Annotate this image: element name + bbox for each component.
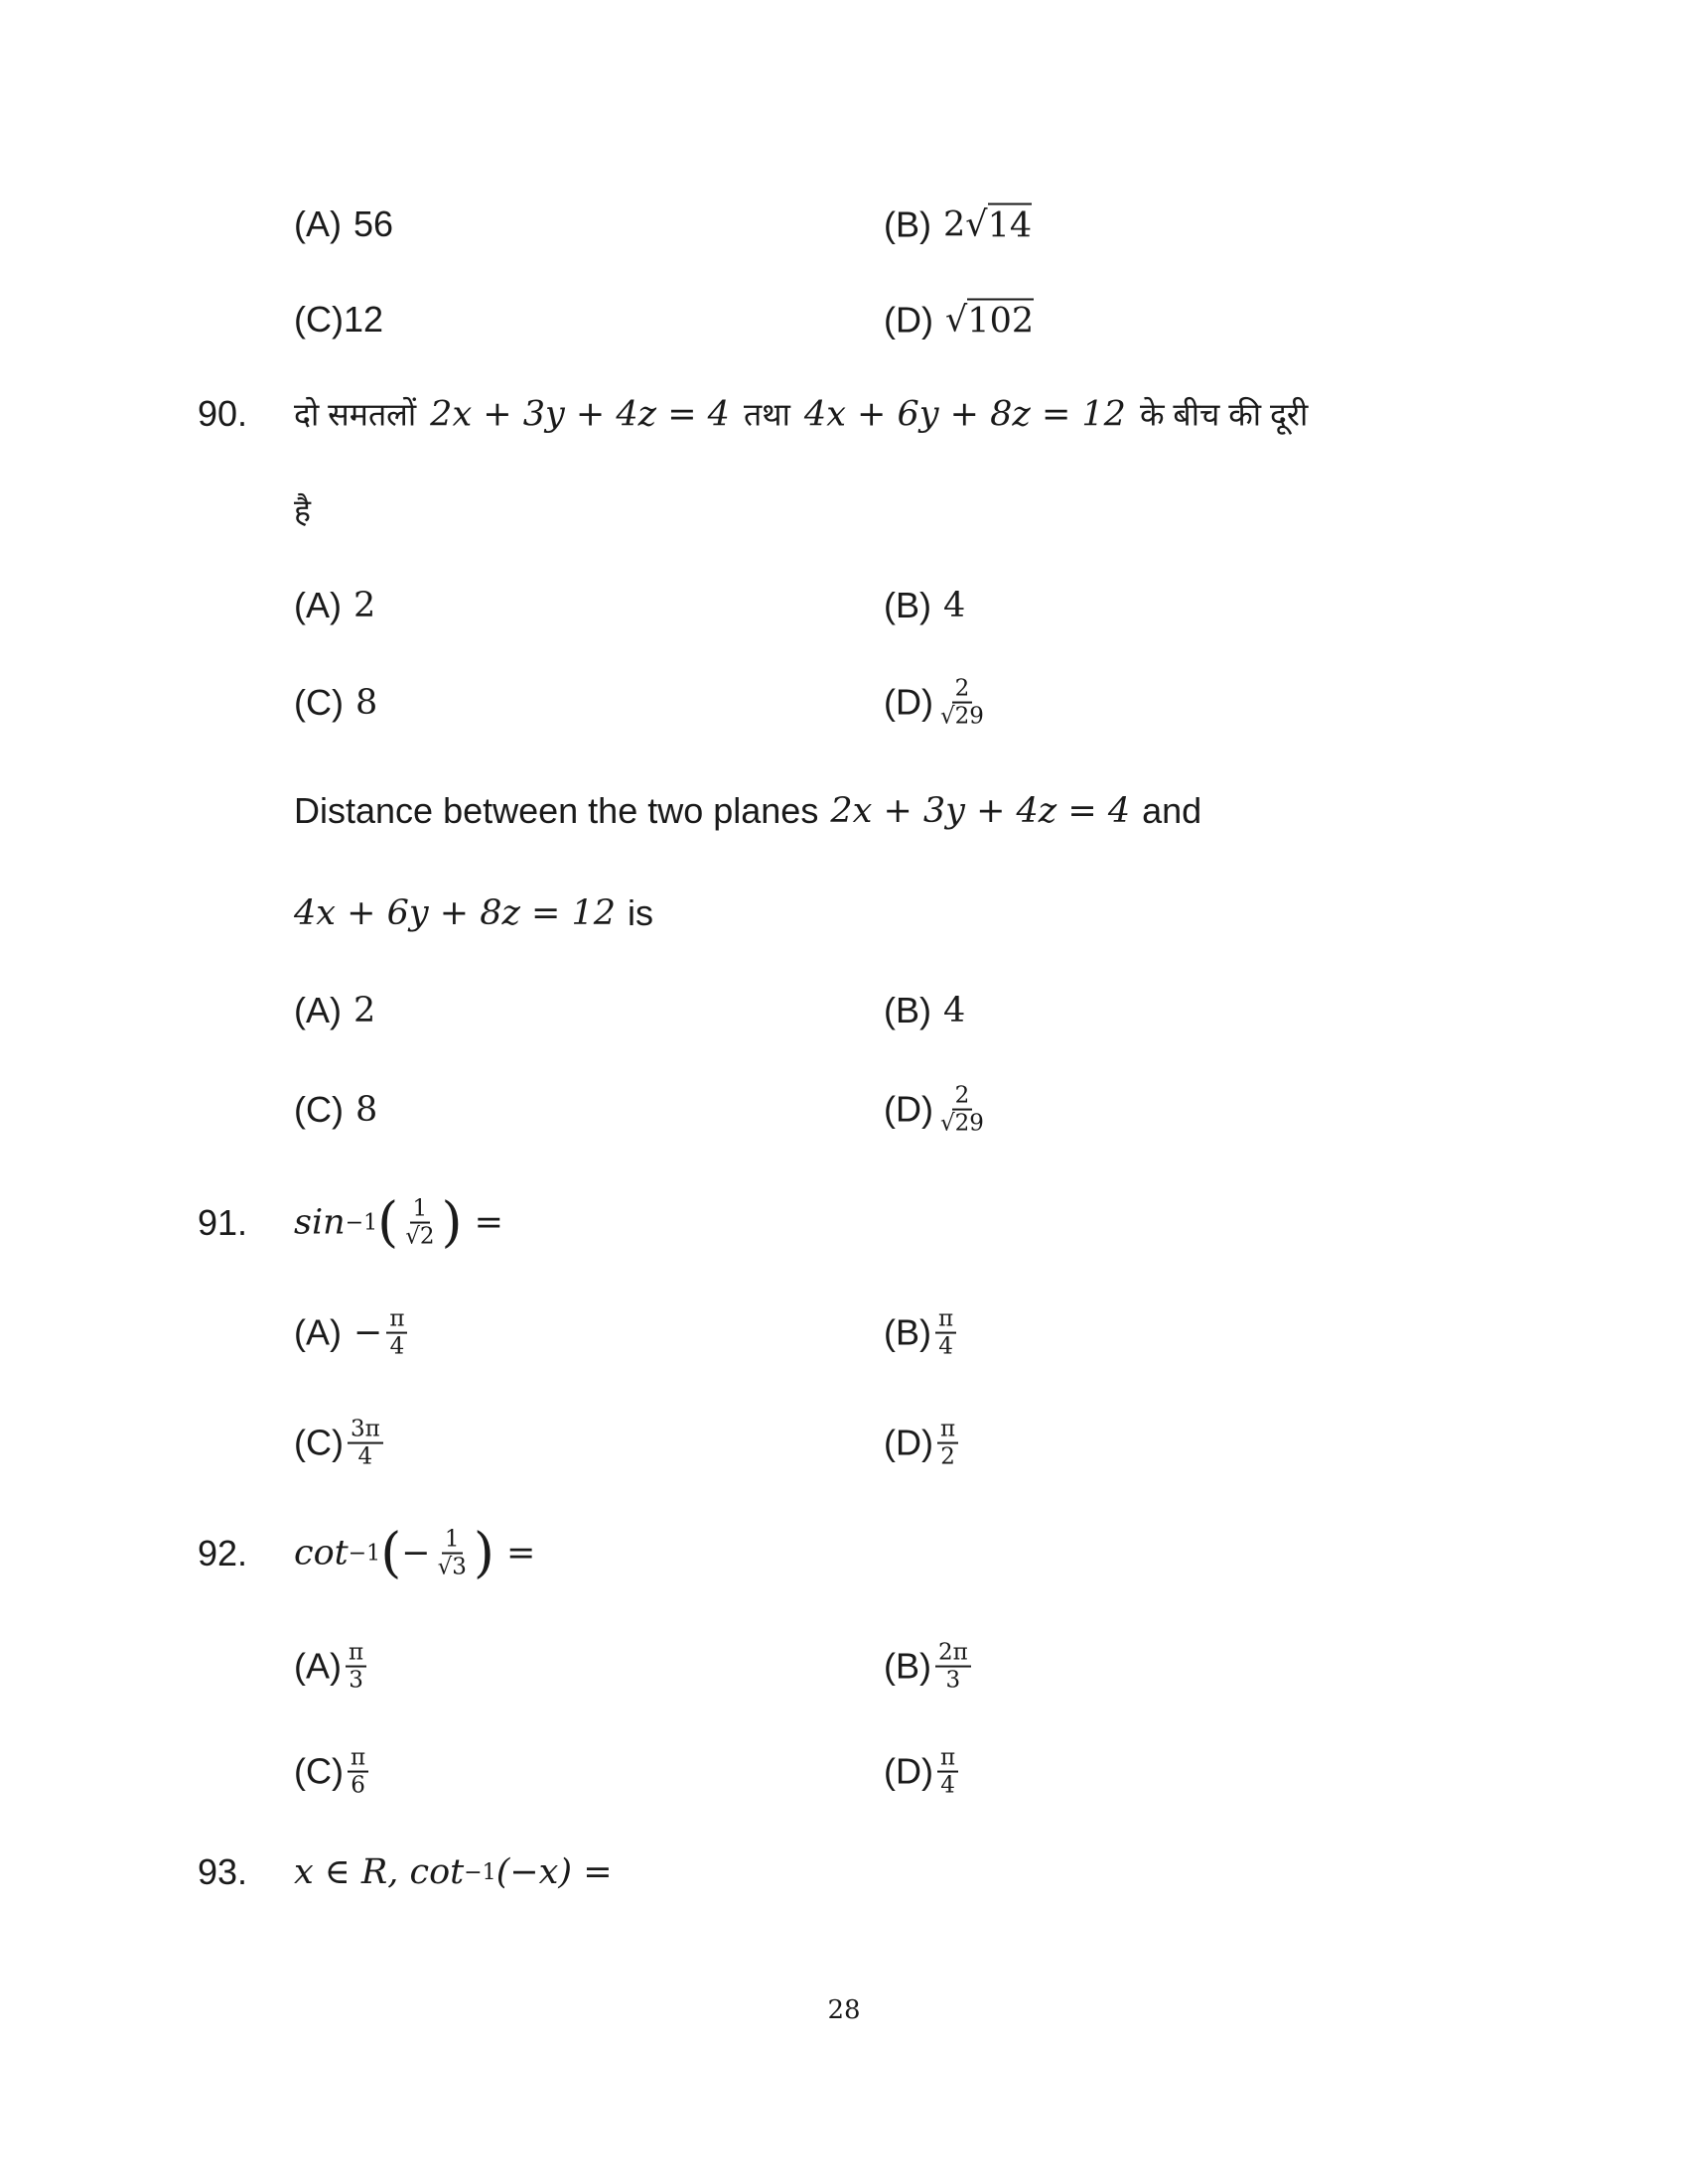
q91-option-c	[294, 1417, 387, 1471]
denominator: √29	[939, 704, 984, 730]
denominator: 6	[351, 1773, 365, 1799]
q90-english-line2	[294, 892, 653, 934]
q91-option-a	[294, 1306, 411, 1361]
numerator: π	[348, 1745, 368, 1773]
text: and	[1142, 790, 1202, 831]
q89-option-d	[884, 299, 1034, 341]
fraction	[348, 1745, 368, 1800]
numerator: π	[937, 1745, 958, 1773]
denominator: 2	[940, 1444, 955, 1470]
expression-start: x ∈ R, cot	[294, 1852, 465, 1892]
paren: )	[441, 1191, 463, 1254]
option-value: √	[944, 300, 968, 340]
q92-number: 92.	[198, 1533, 248, 1573]
q90-en-option-b	[884, 990, 965, 1031]
option-label: (A)	[294, 1646, 342, 1687]
option-value: 2√	[943, 205, 988, 244]
sign: −	[401, 1534, 431, 1573]
paren: (	[380, 1522, 402, 1584]
expression-end: (−x) =	[495, 1852, 613, 1892]
fraction	[348, 1417, 383, 1471]
q90-option-d	[884, 676, 991, 731]
option-label: (C)	[294, 299, 344, 340]
equation: 4x + 6y + 8z = 12	[294, 893, 617, 933]
q91-expression	[294, 1191, 503, 1254]
option-label: (D)	[884, 1089, 933, 1130]
denominator: 4	[938, 1334, 953, 1360]
denominator: 3	[945, 1668, 961, 1694]
option-label: (D)	[884, 299, 933, 340]
option-value: 12	[343, 299, 384, 340]
equation: 4x + 6y + 8z = 12	[803, 394, 1126, 434]
option-label: (B)	[884, 1312, 931, 1353]
equation: 2x + 3y + 4z = 4	[430, 394, 730, 434]
q92-option-c	[294, 1745, 372, 1800]
option-label: (D)	[884, 682, 933, 723]
denominator: 3	[349, 1668, 363, 1694]
option-value: 2	[353, 586, 376, 625]
numerator: 2π	[935, 1640, 971, 1668]
numerator: 1	[442, 1527, 463, 1555]
equals: =	[474, 1203, 503, 1243]
option-label: (D)	[884, 1751, 933, 1792]
function: sin	[294, 1203, 346, 1243]
option-label: (B)	[884, 204, 931, 244]
numerator: 3π	[348, 1417, 383, 1444]
q91-number: 91.	[198, 1202, 248, 1243]
denominator: √2	[405, 1224, 435, 1250]
fraction	[402, 1196, 437, 1251]
function: cot	[294, 1534, 349, 1573]
hindi-text: तथा	[743, 396, 790, 433]
option-label: (D)	[884, 1423, 933, 1463]
fraction	[937, 1417, 958, 1471]
option-value: 4	[943, 991, 966, 1030]
q93-number: 93.	[198, 1851, 248, 1892]
q90-option-c	[294, 682, 377, 724]
q91-option-d	[884, 1417, 962, 1471]
numerator: 1	[410, 1196, 431, 1224]
numerator: π	[937, 1417, 958, 1444]
q90-en-option-c	[294, 1089, 377, 1131]
numerator: π	[346, 1640, 366, 1668]
fraction	[937, 1745, 958, 1800]
q89-option-c	[294, 299, 383, 341]
option-label: (A)	[294, 585, 342, 625]
option-label: (B)	[884, 1646, 931, 1687]
superscript: −1	[464, 1859, 496, 1885]
radicand: 14	[988, 204, 1033, 246]
denominator: 4	[389, 1334, 405, 1360]
numerator: π	[935, 1306, 956, 1334]
superscript: −1	[348, 1541, 381, 1567]
fraction	[386, 1306, 407, 1361]
numerator: 2	[952, 676, 973, 704]
q90-option-a	[294, 585, 375, 626]
numerator: 2	[952, 1083, 973, 1111]
denominator: 4	[357, 1444, 373, 1470]
q89-option-a	[294, 204, 393, 245]
option-label: (A)	[294, 204, 342, 244]
numerator: π	[386, 1306, 407, 1334]
denominator: √3	[437, 1555, 467, 1580]
option-value: 8	[354, 683, 378, 723]
q91-option-b	[884, 1306, 960, 1361]
denominator: 4	[940, 1773, 955, 1799]
fraction	[346, 1640, 366, 1695]
option-label: (C)	[294, 1423, 344, 1463]
option-label: (C)	[294, 1751, 344, 1792]
fraction	[935, 1306, 956, 1361]
option-value: 8	[354, 1090, 378, 1130]
q89-option-b	[884, 204, 1032, 246]
option-label: (B)	[884, 585, 931, 625]
text: Distance between the two planes	[294, 790, 819, 831]
option-value: 56	[353, 204, 394, 244]
fraction	[937, 1083, 987, 1138]
option-label: (A)	[294, 1312, 342, 1353]
q90-hindi-line2: है	[294, 492, 311, 529]
q92-option-b	[884, 1640, 975, 1695]
q90-english-text	[294, 790, 1201, 832]
q90-en-option-d	[884, 1083, 991, 1138]
q93-expression	[294, 1852, 613, 1892]
q90-en-option-a	[294, 990, 375, 1031]
fraction	[935, 1640, 971, 1695]
text: is	[628, 892, 654, 933]
sign: −	[353, 1313, 383, 1353]
fraction	[937, 676, 987, 731]
q92-expression	[294, 1522, 536, 1584]
superscript: −1	[345, 1210, 378, 1236]
fraction	[435, 1527, 470, 1581]
equation: 2x + 3y + 4z = 4	[830, 791, 1131, 831]
option-value: 2	[353, 991, 376, 1030]
radicand: 102	[967, 299, 1034, 341]
hindi-text: के बीच की दूरी	[1139, 396, 1309, 433]
q90-number: 90.	[198, 393, 248, 434]
paren: (	[377, 1191, 399, 1254]
equals: =	[505, 1534, 536, 1573]
q92-option-a	[294, 1640, 370, 1695]
option-label: (C)	[294, 1089, 344, 1130]
page-number: 28	[827, 1995, 861, 2025]
q90-hindi-text	[294, 393, 1308, 436]
q92-option-d	[884, 1745, 962, 1800]
paren: )	[473, 1522, 494, 1584]
option-label: (C)	[294, 682, 344, 723]
hindi-text: दो समतलों	[294, 396, 417, 433]
option-label: (A)	[294, 990, 342, 1030]
q90-option-b	[884, 585, 965, 626]
option-value: 4	[943, 586, 966, 625]
option-label: (B)	[884, 990, 931, 1030]
denominator: √29	[939, 1111, 984, 1137]
